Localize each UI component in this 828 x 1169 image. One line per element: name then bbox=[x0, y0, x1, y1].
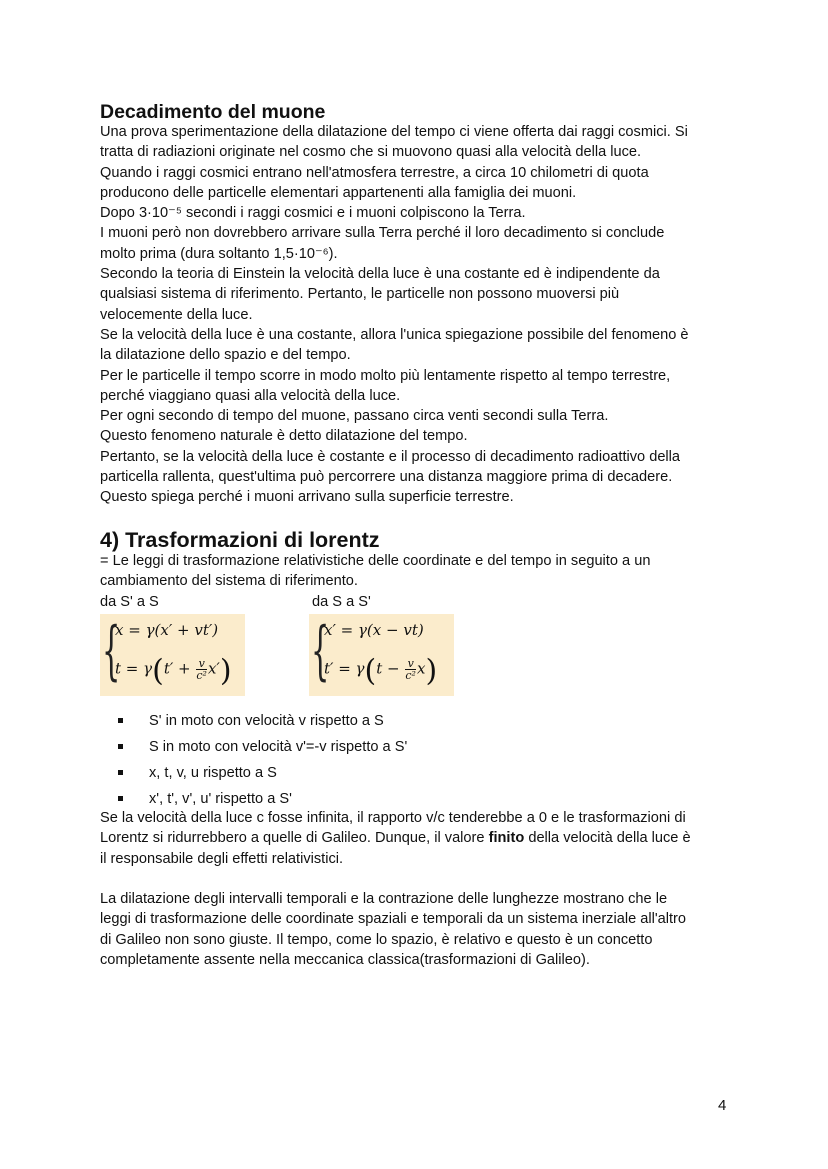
text-line: Per ogni secondo di tempo del muone, passano circa venti secondi sulla Terra. bbox=[100, 408, 609, 425]
lorentz-intro bbox=[100, 551, 740, 592]
list-item-text: x', t', v', u' rispetto a S' bbox=[149, 791, 292, 807]
text-line: Secondo la teoria di Einstein la velocità della luce è una costante ed è indipendente da bbox=[100, 266, 660, 283]
text-line: Se la velocità della luce c fosse infinita, il rapporto v/c tenderebbe a 0 e le trasformazioni di bbox=[100, 810, 686, 826]
fraction-denominator: c² bbox=[196, 669, 207, 682]
text-line: il responsabile degli effetti relativistici. bbox=[100, 850, 344, 867]
equation-x-prime: x′ = γ(x − vt) bbox=[324, 621, 424, 639]
text-span: della velocità della luce è bbox=[528, 830, 691, 847]
list-item-text: S in moto con velocità v'=-v rispetto a S' bbox=[149, 739, 408, 755]
text-line: perché viaggiano quasi alla velocità della luce. bbox=[100, 387, 401, 404]
bullet-square-icon bbox=[118, 770, 123, 775]
equation-t-prime: t′ = γ(t − $\frac{v}{\text{c²}}$ x) bbox=[324, 653, 438, 689]
equation-x: x = γ(x′ + vt′) bbox=[115, 621, 219, 639]
text-line: Una prova sperimentazione della dilatazione del tempo ci viene offerta dai raggi cosmici. Si bbox=[100, 124, 688, 140]
text-line: Questo spiega perché i muoni arrivano sulla superficie terrestre. bbox=[100, 489, 514, 506]
bullet-square-icon bbox=[118, 744, 123, 749]
list-item-text: S' in moto con velocità v rispetto a S bbox=[149, 713, 384, 729]
fraction-denominator: c² bbox=[405, 669, 416, 682]
text-line: la dilatazione dello spazio e del tempo. bbox=[100, 347, 351, 364]
section-title-lorentz: 4) Trasformazioni di lorentz bbox=[100, 528, 380, 552]
text-line: molto prima (dura soltanto 1,5·10⁻⁶). bbox=[100, 245, 338, 262]
page-number: 4 bbox=[718, 1097, 727, 1114]
eq-gamma: t = γ bbox=[115, 659, 153, 678]
text-line: Questo fenomeno naturale è detto dilatazione del tempo. bbox=[100, 428, 468, 445]
left-brace: { bbox=[311, 614, 330, 688]
left-brace: { bbox=[102, 614, 121, 688]
eq-term: t′ + bbox=[163, 659, 191, 678]
list-item bbox=[118, 708, 407, 734]
text-line: Dopo 3·10⁻⁵ secondi i raggi cosmici e i muoni colpiscono la Terra. bbox=[100, 205, 526, 222]
text-line: La dilatazione degli intervalli temporali e la contrazione delle lunghezze mostrano che le bbox=[100, 891, 668, 907]
eq-term: t − bbox=[376, 659, 400, 678]
label-from-sprime-to-s: da S' a S bbox=[100, 594, 159, 610]
text-line: = Le leggi di trasformazione relativistiche delle coordinate e del tempo in seguito a un bbox=[100, 553, 651, 569]
bullet-square-icon bbox=[118, 796, 123, 801]
text-line: velocemente della luce. bbox=[100, 306, 253, 323]
text-line: di Galileo non sono giuste. Il tempo, come lo spazio, è relativo e questo è un concetto bbox=[100, 931, 653, 948]
text-line: Quando i raggi cosmici entrano nell'atmosfera terrestre, a circa 10 chilometri di quota bbox=[100, 164, 649, 181]
text-line: completamente assente nella meccanica classica(trasformazioni di Galileo). bbox=[100, 951, 590, 968]
list-item bbox=[118, 760, 407, 786]
text-line: Se la velocità della luce è una costante, allora l'unica spiegazione possibile del fenomeno è bbox=[100, 326, 689, 343]
bold-word: finito bbox=[488, 830, 525, 847]
bullet-square-icon bbox=[118, 718, 123, 723]
text-line: Per le particelle il tempo scorre in modo molto più lentamente rispetto al tempo terrestre, bbox=[100, 367, 671, 384]
text-line: particella rallenta, quest'ultima può percorrere una distanza maggiore prima di decadere. bbox=[100, 469, 673, 486]
text-line: tratta di radiazioni originate nel cosmo che si muovono quasi alla velocità della luce. bbox=[100, 144, 642, 161]
text-span: Lorentz si ridurrebbero a quelle di Galileo. Dunque, il valore bbox=[100, 830, 485, 847]
section-title-muon-decay: Decadimento del muone bbox=[100, 101, 326, 123]
text-line: cambiamento del sistema di riferimento. bbox=[100, 573, 358, 590]
galileo-limit-paragraph bbox=[100, 808, 740, 869]
fraction-v-over-c2 bbox=[196, 658, 207, 681]
fraction-v-over-c2 bbox=[405, 658, 416, 681]
formula-box-lorentz bbox=[309, 614, 454, 696]
conclusion-paragraph bbox=[100, 889, 740, 970]
fraction-numerator: v bbox=[196, 658, 207, 670]
text-line bbox=[100, 828, 740, 848]
equation-t: t = γ(t′ + $\frac{v}{\text{c²}}$ x′) bbox=[115, 653, 232, 689]
eq-term: x′ bbox=[207, 659, 220, 678]
muon-paragraph bbox=[100, 122, 740, 508]
text-line: Pertanto, se la velocità della luce è costante e il processo di decadimento radioattivo della bbox=[100, 448, 681, 465]
label-from-s-to-sprime: da S a S' bbox=[312, 594, 371, 610]
list-item bbox=[118, 734, 407, 760]
text-line: qualsiasi sistema di riferimento. Pertanto, le particelle non possono muoversi più bbox=[100, 286, 620, 303]
fraction-numerator: v bbox=[405, 658, 416, 670]
formula-box-inverse-lorentz bbox=[100, 614, 245, 696]
text-line: leggi di trasformazione delle coordinate spaziali e temporali da un sistema inerziale all'altro bbox=[100, 911, 687, 928]
text-line: producono delle particelle elementari appartenenti alla famiglia dei muoni. bbox=[100, 184, 577, 201]
eq-gamma: t′ = γ bbox=[324, 659, 365, 678]
list-item-text: x, t, v, u rispetto a S bbox=[149, 765, 277, 781]
eq-term: x bbox=[416, 659, 426, 678]
text-line: I muoni però non dovrebbero arrivare sulla Terra perché il loro decadimento si conclude bbox=[100, 225, 665, 242]
bullet-list bbox=[118, 708, 407, 812]
